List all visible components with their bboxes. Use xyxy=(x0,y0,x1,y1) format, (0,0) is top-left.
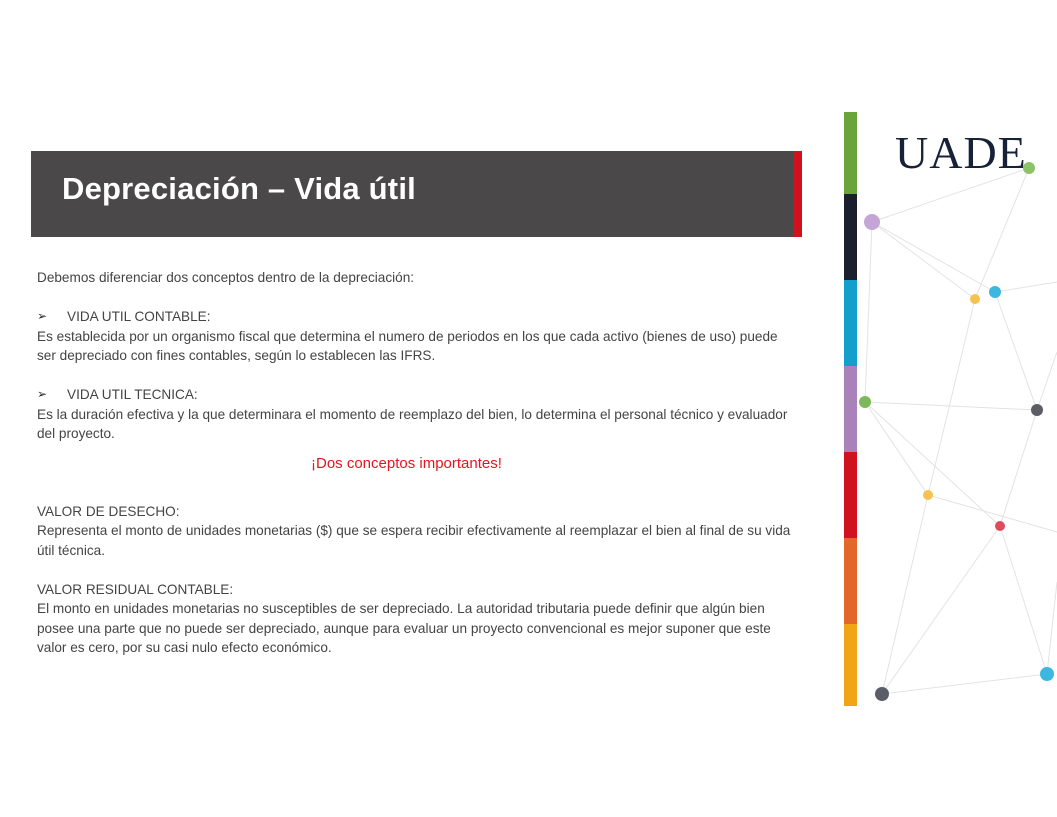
title-accent xyxy=(793,151,802,237)
bullet-vida-util-contable xyxy=(37,307,797,327)
section-text: Es establecida por un organismo fiscal que determina el numero de periodos en los que cada activo (bienes de uso) puede ser depreciado con fines contables, según lo establecen las IFRS. xyxy=(37,328,778,363)
definition-text: El monto en unidades monetarias no susceptibles de ser depreciado. La autoridad tributaria puede definir que algún bien posee una parte que no puede ser depreciado, aunque para evaluar un proyecto convencional es mejor suponer que este valor es cero, por su casi nulo efecto económico. xyxy=(37,601,771,655)
color-stripe-5 xyxy=(844,452,857,538)
slide-content xyxy=(37,268,797,658)
bullet-heading: VIDA UTIL TECNICA: xyxy=(67,387,198,402)
intro-text: Debemos diferenciar dos conceptos dentro de la depreciación: xyxy=(37,270,415,285)
definition-text: Representa el monto de unidades monetarias ($) que se espera recibir efectivamente al reemplazar el bien al final de su vida útil técnica. xyxy=(37,523,791,558)
color-stripe-6 xyxy=(844,538,857,624)
arrow-bullet-icon: ➢ xyxy=(37,387,48,401)
bullet-vida-util-tecnica xyxy=(37,385,797,405)
slide-title: Depreciación – Vida útil xyxy=(62,171,416,206)
color-stripe-4 xyxy=(844,366,857,452)
arrow-bullet-icon: ➢ xyxy=(37,309,48,323)
color-stripe-2 xyxy=(844,194,857,280)
network-decoration xyxy=(857,112,1057,706)
color-stripe-1 xyxy=(844,112,857,194)
color-stripe-3 xyxy=(844,280,857,366)
bullet-heading: VIDA UTIL CONTABLE: xyxy=(67,309,211,324)
definition-heading: VALOR DE DESECHO: xyxy=(37,503,180,519)
definition-heading: VALOR RESIDUAL CONTABLE: xyxy=(37,581,234,597)
section-text: Es la duración efectiva y la que determinara el momento de reemplazo del bien, lo determina el personal técnico y evaluador del proyecto. xyxy=(37,406,788,441)
color-stripe-7 xyxy=(844,624,857,706)
uade-logo: UADE xyxy=(895,127,1027,178)
highlight-text: ¡Dos conceptos importantes! xyxy=(311,454,502,472)
